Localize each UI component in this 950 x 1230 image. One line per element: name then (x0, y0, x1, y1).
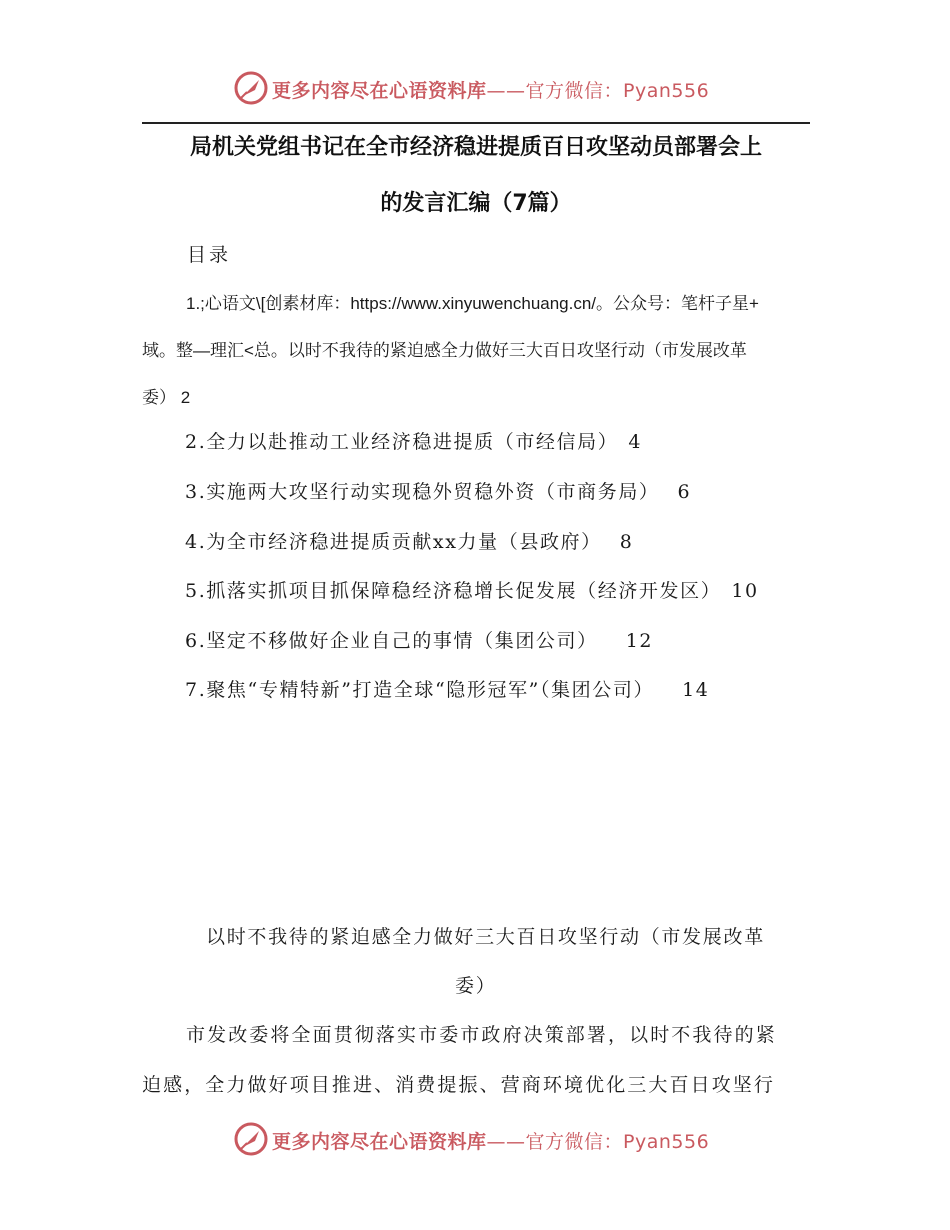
toc-item-4[interactable] (185, 527, 633, 554)
banner-wechat: 官方微信：Pyan556 (525, 1131, 710, 1153)
banner-text (272, 76, 709, 103)
quill-logo-icon (233, 70, 269, 106)
banner-wechat: 官方微信：Pyan556 (525, 80, 710, 102)
toc-item-page: 14 (682, 679, 710, 701)
toc-item-label: 3.实施两大攻坚行动实现稳外贸稳外资（市商务局） (185, 481, 660, 503)
document-title-line-2: 的发言汇编（7篇） (380, 191, 572, 216)
toc-item-1[interactable] (142, 280, 810, 421)
body-text-line-1: 市发改委将全面贯彻落实市委市政府决策部署，以时不我待的紧 (186, 1024, 777, 1046)
toc-item-page: 6 (677, 481, 692, 503)
section-title-line-1: 以时不我待的紧迫感全力做好三大百日攻坚行动（市发展改革 (206, 926, 765, 948)
banner-dash: —— (486, 80, 526, 102)
toc-item-page: 8 (619, 531, 634, 553)
toc-item-page: 12 (625, 630, 654, 652)
toc-item-page: 4 (628, 431, 643, 453)
toc-item-1-line-3: 委） 2 (142, 388, 191, 407)
document-title-line-1: 局机关党组书记在全市经济稳进提质百日攻坚动员部署会上 (189, 135, 762, 160)
toc-item-6[interactable] (185, 626, 653, 653)
toc-item-label: 5.抓落实抓项目抓保障稳经济稳增长促发展（经济开发区） (185, 580, 722, 602)
toc-item-2[interactable] (185, 427, 642, 454)
header-divider (142, 122, 810, 124)
body-text-line-2: 迫感，全力做好项目推进、消费提振、营商环境优化三大百日攻坚行 (142, 1074, 776, 1096)
toc-item-label: 7.聚焦“专精特新”打造全球“隐形冠军”（集团公司） (185, 679, 655, 701)
toc-item-1-line-1: 1.;心语文\[创素材库：https://www.xinyuwenchuang.cn/。公众号：笔杆子星+ (186, 294, 759, 313)
toc-item-1-line-2: 域。整—理汇<总。以时不我待的紧迫感全力做好三大百日攻坚行动（市发展改革 (142, 341, 747, 360)
toc-item-label: 2.全力以赴推动工业经济稳进提质（市经信局） (185, 431, 619, 453)
section-title-line-2: 委） (455, 975, 497, 997)
banner-site-name: 更多内容尽在心语资料库 (272, 1131, 487, 1153)
header-banner (0, 70, 950, 110)
banner-dash: —— (486, 1131, 526, 1153)
banner-text (272, 1127, 709, 1154)
quill-logo-icon (233, 1121, 269, 1157)
toc-heading: 目录 (187, 244, 232, 266)
banner-site-name: 更多内容尽在心语资料库 (272, 80, 487, 102)
toc-item-page: 10 (731, 580, 759, 602)
toc-item-label: 6.坚定不移做好企业自己的事情（集团公司） (185, 630, 598, 652)
toc-item-5[interactable] (185, 576, 759, 603)
footer-banner (0, 1121, 950, 1161)
toc-item-3[interactable] (185, 477, 691, 504)
toc-item-7[interactable] (185, 675, 709, 702)
toc-item-label: 4.为全市经济稳进提质贡献xx力量（县政府） (185, 531, 602, 553)
